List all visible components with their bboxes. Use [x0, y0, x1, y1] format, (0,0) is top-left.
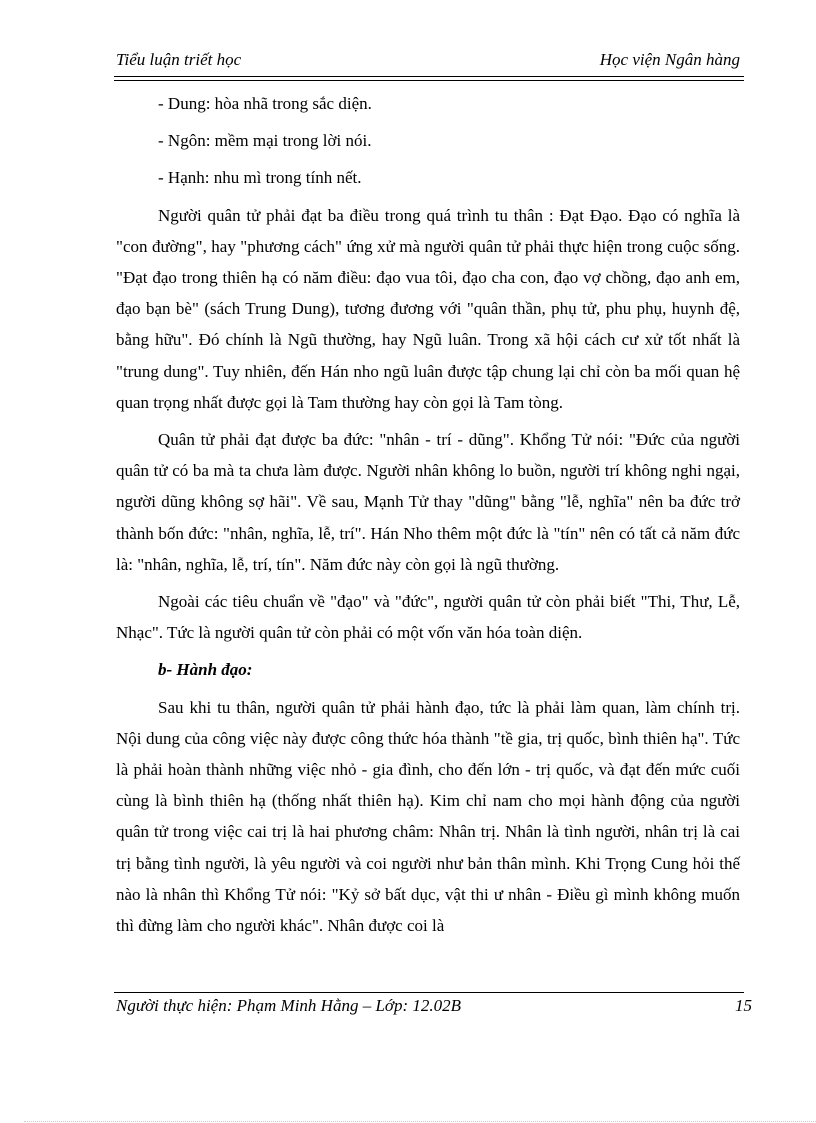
header-rule-thin — [114, 80, 744, 81]
footer-rule — [114, 992, 744, 993]
section-subheading: b- Hành đạo: — [158, 660, 253, 680]
list-item-ngon: - Ngôn: mềm mại trong lời nói. — [158, 131, 372, 151]
body-content — [116, 88, 740, 947]
list-item-dung: - Dung: hòa nhã trong sắc diện. — [158, 94, 372, 113]
paragraph-thi-thu-le-nhac: Ngoài các tiêu chuẩn về "đạo" và "đức", người quân tử còn phải biết "Thi, Thư, Lễ, Nhạc". Tức là người quân tử còn phải có một vốn văn hóa toàn diện. — [116, 592, 740, 643]
paragraph-ba-duc: Quân tử phải đạt được ba đức: "nhân - trí - dũng". Khổng Tử nói: "Đức của người quân tử có ba mà ta chưa làm được. Người nhân không lo buồn, người trí không nghi ngại, người dũng không sợ hãi". Về sau, Mạnh Tử thay "dũng" bằng "lễ, nghĩa" nên ba đức trở thành bốn đức: "nhân, nghĩa, lễ, trí". Hán Nho thêm một đức là "tín" nên có tất cả năm đức là: "nhân, nghĩa, lễ, trí, tín". Năm đức này còn gọi là ngũ thường. — [116, 430, 740, 574]
footer-author: Người thực hiện: Phạm Minh Hằng – Lớp: 12.02B — [116, 996, 462, 1015]
paragraph-dat-dao: Người quân tử phải đạt ba điều trong quá trình tu thân : Đạt Đạo. Đạo có nghĩa là "con đường", hay "phương cách" ứng xử mà người quân tử phải thực hiện trong cuộc sống. "Đạt đạo trong thiên hạ có năm điều: đạo vua tôi, đạo cha con, đạo vợ chồng, đạo anh em, đạo bạn bè" (sách Trung Dung), tương đương với "quân thần, phụ tử, phu phụ, huynh đệ, bằng hữu". Đó chính là Ngũ thường, hay Ngũ luân. Trong xã hội cách cư xử tốt nhất là "trung dung". Tuy nhiên, đến Hán nho ngũ luân được tập chung lại chỉ còn ba mối quan hệ quan trọng nhất được gọi là Tam thường hay còn gọi là Tam tòng. — [116, 205, 740, 412]
header-institution: Học viện Ngân hàng — [599, 50, 740, 69]
page-bottom-border — [24, 1121, 816, 1122]
header-rule-thick — [114, 76, 744, 77]
page-number: 15 — [735, 996, 752, 1015]
paragraph-hanh-dao: Sau khi tu thân, người quân tử phải hành đạo, tức là phải làm quan, làm chính trị. Nội dung của công việc này được công thức hóa thành "tề gia, trị quốc, bình thiên hạ". Tức là phải hoàn thành những việc nhỏ - gia đình, cho đến lớn - trị quốc, và đạt đến mức cuối cùng là bình thiên hạ (thống nhất thiên hạ). Kim chỉ nam cho mọi hành động của người quân tử trong việc cai trị là hai phương châm: Nhân trị. Nhân là tình người, nhân trị là cai trị bằng tình người, là yêu người và coi người như bản thân mình. Khi Trọng Cung hỏi thế nào là nhân thì Khổng Tử nói: "Kỷ sở bất dục, vật thi ư nhân - Điều gì mình không muốn thì đừng làm cho người khác". Nhân được coi là — [116, 697, 740, 936]
header-title: Tiểu luận triết học — [116, 50, 242, 69]
list-item-hanh: - Hạnh: nhu mì trong tính nết. — [158, 168, 362, 188]
